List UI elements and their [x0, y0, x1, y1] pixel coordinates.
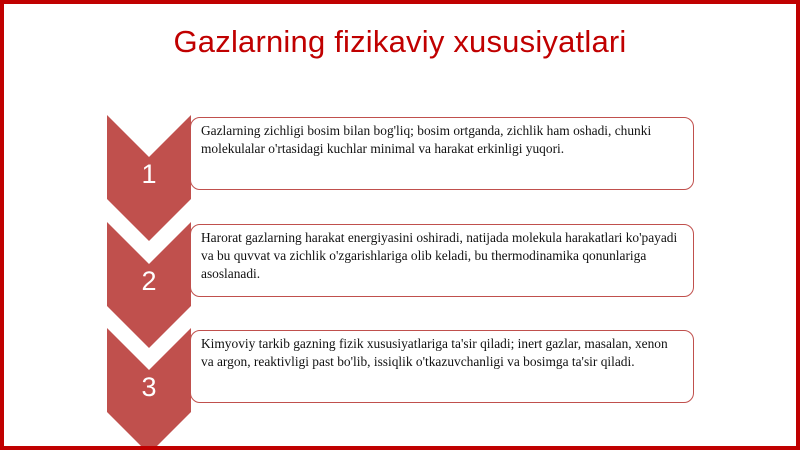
step-3-card: Kimyoviy tarkib gazning fizik xususiyatlariga ta'sir qiladi; inert gazlar, masalan, xenon va argon, reaktivligi past bo'lib, issiqlik o'tkazuvchanligi va bosimga ta'sir qiladi.	[190, 330, 694, 403]
slide-title: Gazlarning fizikaviy xususiyatlari	[173, 24, 627, 59]
step-1-number: 1	[141, 159, 157, 189]
step-2-number: 2	[141, 266, 157, 296]
step-1-card: Gazlarning zichligi bosim bilan bog'liq; bosim ortganda, zichlik ham oshadi, chunki molekulalar o'rtasidagi kuchlar minimal va harakat erkinligi yuqori.	[190, 117, 694, 190]
step-2-card: Harorat gazlarning harakat energiyasini oshiradi, natijada molekula harakatlari ko'payadi va bu quvvat va zichlik o'zgarishlariga olib keladi, bu thermodinamika qonunlariga asoslanadi.	[190, 224, 694, 297]
step-3-chevron	[107, 328, 191, 450]
step-3-number: 3	[141, 372, 157, 402]
